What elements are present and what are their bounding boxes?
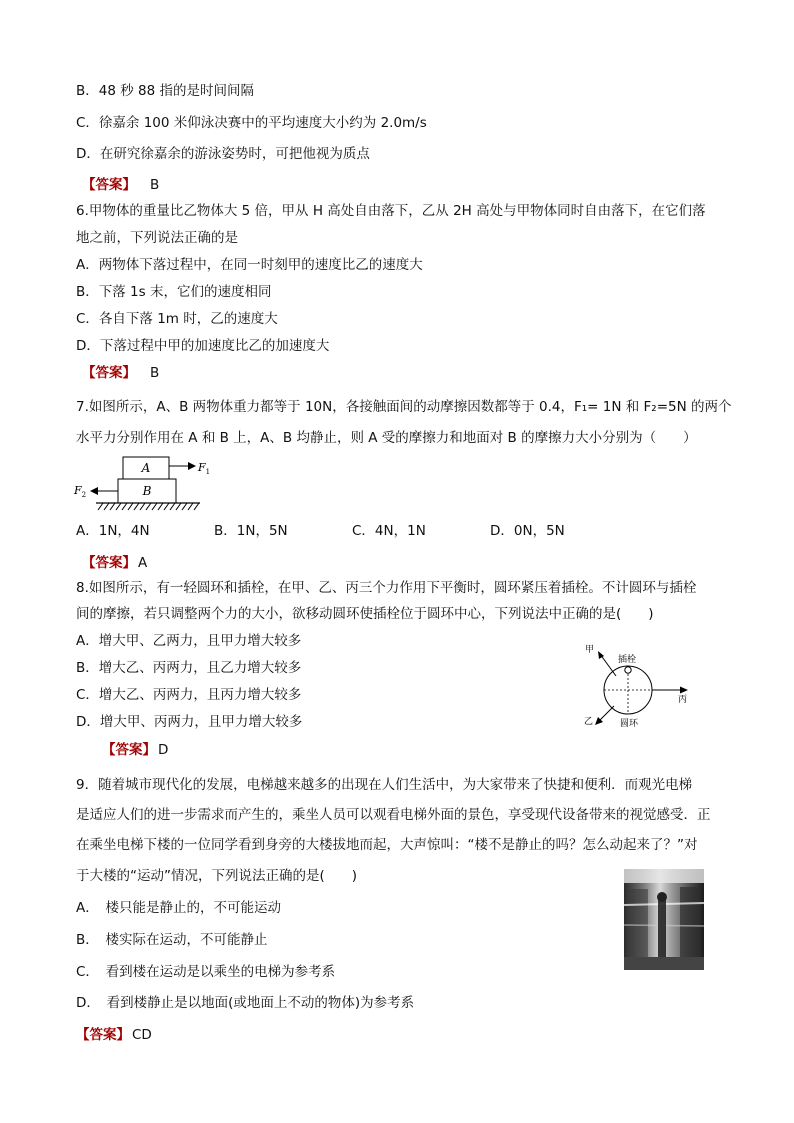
force-yi-label: 乙 [584, 717, 594, 727]
force-bing-arrowhead [680, 687, 688, 694]
q8-ring-figure [580, 640, 700, 730]
q8-option-b: B．增大乙、丙两力，且乙力增大较多 [76, 660, 302, 676]
answer-label: 【答案】 [102, 742, 156, 758]
block-a-label: A [141, 461, 151, 475]
q6-option-c: C．各自下落 1m 时，乙的速度大 [76, 311, 278, 327]
force-jia-arrow [600, 654, 616, 676]
q8-option-a: A．增大甲、乙两力，且甲力增大较多 [76, 633, 302, 649]
f1-arrowhead [188, 462, 196, 470]
q8-option-d: D．增大甲、丙两力，且甲力增大较多 [76, 714, 303, 730]
q7-option-b: B．1N，5N [214, 523, 288, 539]
q8-stem-line2: 间的摩擦，若只调整两个力的大小，欲移动圆环使插栓位于圆环中心，下列说法中正确的是( ) [76, 606, 654, 622]
q6-option-a: A．两物体下落过程中，在同一时刻甲的速度比乙的速度大 [76, 257, 423, 273]
ground-hatch [98, 503, 199, 510]
q6-stem-line2: 地之前，下列说法正确的是 [76, 230, 238, 246]
q6-option-d: D．下落过程中甲的加速度比乙的加速度大 [76, 338, 330, 354]
q9-option-c: C． 看到楼在运动是以乘坐的电梯为参考系 [76, 964, 336, 980]
ring-label: 圆环 [620, 719, 639, 729]
answer-label: 【答案】 [76, 1027, 130, 1043]
elevator-photo [624, 869, 704, 970]
q9-stem-line1: 9．随着城市现代化的发展，电梯越来越多的出现在人们生活中，为大家带来了快捷和便利．而观光电梯 [76, 777, 693, 793]
answer-label: 【答案】 [82, 365, 136, 381]
force-bing-label: 丙 [678, 695, 688, 705]
q5-answer [82, 175, 159, 195]
q7-option-d: D．0N，5N [490, 523, 565, 539]
answer-value: A [138, 555, 148, 571]
q5-option-b: B．48 秒 88 指的是时间间隔 [76, 83, 254, 99]
q9-option-b: B． 楼实际在运动，不可能静止 [76, 932, 268, 948]
q6-answer [82, 363, 159, 383]
q9-option-a: A． 楼只能是静止的，不可能运动 [76, 900, 281, 916]
q9-answer [76, 1025, 152, 1045]
q9-stem-line3: 在乘坐电梯下楼的一位同学看到身旁的大楼拔地而起，大声惊叫：“楼不是静止的吗？怎么动起来了？”对 [76, 837, 698, 853]
peg [625, 667, 631, 673]
q5-option-d: D．在研究徐嘉余的游泳姿势时，可把他视为质点 [76, 146, 370, 162]
q9-stem-line4: 于大楼的“运动”情况，下列说法正确的是( ) [76, 868, 358, 884]
q7-option-c: C．4N，1N [352, 523, 426, 539]
q7-stem-line2: 水平力分别作用在 A 和 B 上，A、B 均静止，则 A 受的摩擦力和地面对 B 的摩擦力大小分别为（ ） [76, 430, 697, 446]
q8-option-c: C．增大乙、丙两力，且丙力增大较多 [76, 687, 302, 703]
q5-option-c: C．徐嘉余 100 米仰泳决赛中的平均速度大小约为 2.0m/s [76, 115, 427, 131]
answer-label: 【答案】 [82, 177, 136, 193]
block-b-label: B [142, 484, 152, 498]
force-jia-label: 甲 [585, 645, 595, 655]
q7-stem-line1: 7.如图所示，A、B 两物体重力都等于 10N，各接触面间的动摩擦因数都等于 0.4，F₁= 1N 和 F₂=5N 的两个 [76, 399, 732, 415]
q7-blocks-figure [70, 452, 230, 514]
q8-answer [102, 740, 168, 760]
answer-value: B [150, 365, 160, 381]
q7-options [76, 521, 628, 541]
answer-value: CD [132, 1027, 152, 1043]
q9-option-d: D． 看到楼静止是以地面(或地面上不动的物体)为参考系 [76, 995, 415, 1011]
f2-arrowhead [90, 487, 98, 495]
peg-label: 插栓 [618, 655, 637, 665]
q7-option-a: A．1N，4N [76, 523, 150, 539]
q9-stem-line2: 是适应人们的进一步需求而产生的，乘坐人员可以观看电梯外面的景色，享受现代设备带来的视觉感受．正 [76, 807, 711, 823]
q6-stem-line1: 6.甲物体的重量比乙物体大 5 倍，甲从 H 高处自由落下，乙从 2H 高处与甲物体同时自由落下，在它们落 [76, 203, 706, 219]
q6-option-b: B．下落 1s 末，它们的速度相同 [76, 284, 272, 300]
f2-label: $F_2$ [74, 484, 87, 499]
f1-label: $F_1$ [198, 461, 211, 476]
q7-answer [82, 553, 147, 573]
answer-value: D [158, 742, 169, 758]
answer-label: 【答案】 [82, 555, 136, 571]
q8-stem-line1: 8.如图所示，有一轻圆环和插栓，在甲、乙、丙三个力作用下平衡时，圆环紧压着插栓。不计圆环与插栓 [76, 580, 697, 596]
answer-value: B [150, 177, 160, 193]
